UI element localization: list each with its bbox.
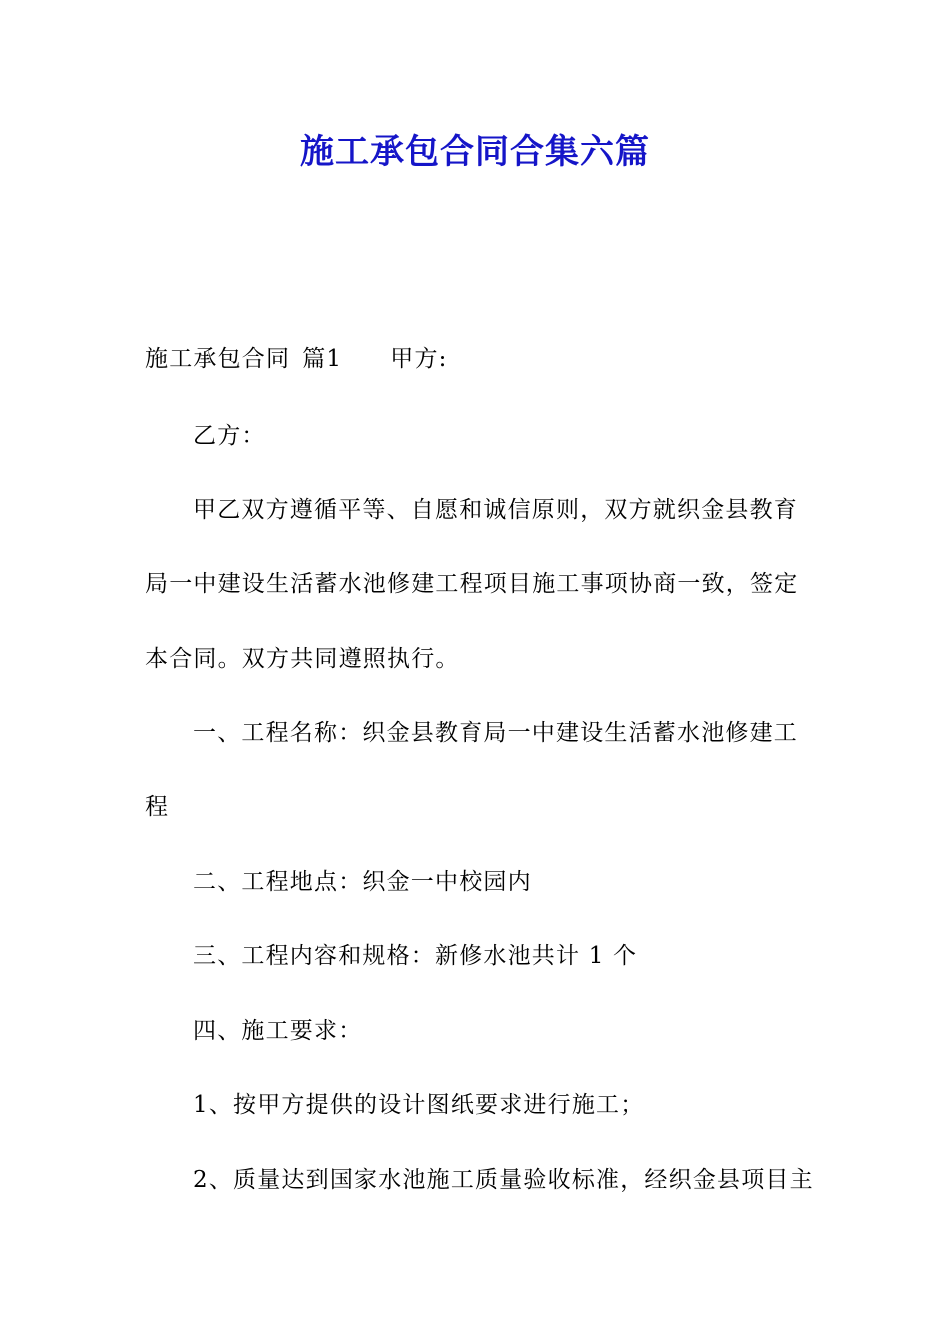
document-title: 施工承包合同合集六篇: [300, 132, 650, 172]
item-3: 三、工程内容和规格：新修水池共计 1 个: [193, 943, 638, 969]
contract-heading: [145, 343, 448, 375]
heading-section: 篇1: [302, 346, 343, 372]
paragraph-1-line-2: 局一中建设生活蓄水池修建工程项目施工事项协商一致，签定: [145, 571, 799, 597]
party-a-label: 甲方:: [390, 346, 448, 372]
item-1-line-1: 一、工程名称：织金县教育局一中建设生活蓄水池修建工: [193, 720, 798, 746]
item-1-line-2: 程: [145, 794, 170, 820]
item-4: 四、施工要求：: [193, 1018, 363, 1044]
paragraph-1-line-3: 本合同。双方共同遵照执行。: [145, 646, 460, 672]
item-2: 二、工程地点：织金一中校园内: [193, 869, 532, 895]
heading-part: 施工承包合同: [145, 346, 291, 372]
paragraph-1-line-1: 甲乙双方遵循平等、自愿和诚信原则，双方就织金县教育: [193, 497, 798, 523]
requirement-1: 1、按甲方提供的设计图纸要求进行施工；: [193, 1092, 645, 1118]
party-b-label: 乙方：: [193, 423, 266, 449]
requirement-2: 2、质量达到国家水池施工质量验收标准，经织金县项目主: [193, 1167, 814, 1193]
